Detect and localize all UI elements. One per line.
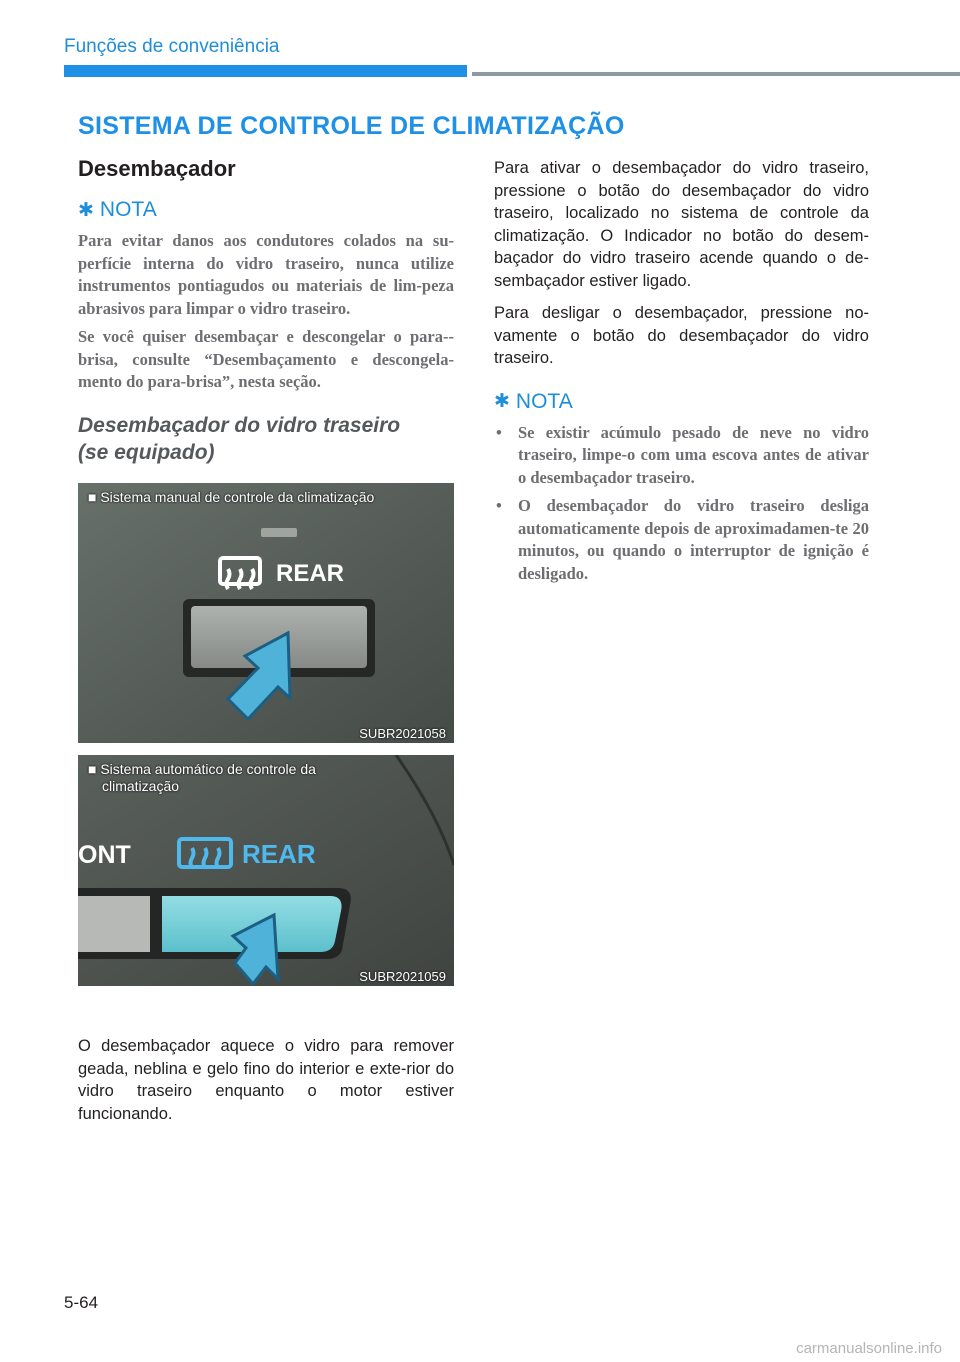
- figure-code: SUBR2021058: [359, 726, 446, 741]
- list-item-text: O desembaçador do vidro traseiro desliga automaticamente depois de aproximadamen-te 20 minutos, ou quando o interruptor de ignição é desligado.: [518, 496, 869, 583]
- nota-paragraph: Para evitar danos aos condutores colados na su-perfície interna do vidro traseiro, nunca utilize instrumentos pontiagudos ou materiais de lim-peza abrasivos para limpar o vidro traseiro.: [78, 231, 454, 318]
- nota-heading: [78, 198, 454, 222]
- figure-caption: ■ Sistema manual de controle da climatização: [88, 489, 375, 505]
- indicator-led: [261, 528, 297, 537]
- nota-label: NOTA: [99, 198, 157, 221]
- front-label: ONT: [78, 841, 131, 869]
- left-body: [78, 1035, 454, 1135]
- header-bar-gray: [472, 72, 960, 76]
- nota-label: NOTA: [515, 389, 573, 413]
- body-paragraph: O desembaçador aquece o vidro para remover geada, neblina e gelo fino do interior e exte-rior do vidro traseiro enquanto o motor estiver funcionando.: [78, 1037, 454, 1123]
- figure-manual-climate: [78, 483, 454, 743]
- figure-automatic-climate: [78, 755, 454, 986]
- subheading-line: Desembaçador do vidro traseiro: [78, 413, 401, 437]
- section-title: SISTEMA DE CONTROLE DE CLIMATIZAÇÃO: [78, 112, 625, 140]
- list-item: [494, 422, 869, 490]
- manual-panel-illustration: [78, 483, 454, 743]
- bullet-icon: •: [496, 422, 502, 442]
- page-number: 5-64: [64, 1293, 99, 1312]
- body-paragraph: Para desligar o desembaçador, pressione no-vamente o botão do desembaçador do vidro traseiro.: [494, 304, 869, 367]
- subheading-line: (se equipado): [78, 440, 215, 464]
- figure-caption: [88, 761, 316, 795]
- asterisk-icon: ✱: [78, 199, 94, 221]
- figure-code: SUBR2021059: [359, 969, 446, 984]
- nota-heading: [494, 390, 869, 414]
- heading-defroster: Desembaçador: [78, 156, 236, 181]
- rear-button-label: REAR: [276, 560, 345, 587]
- rear-button-label: REAR: [242, 839, 316, 869]
- right-column: [494, 157, 869, 591]
- watermark: carmanualsonline.info: [796, 1340, 942, 1357]
- bullet-icon: •: [496, 496, 502, 515]
- figure-caption-line: climatização: [102, 778, 180, 794]
- list-item: [494, 495, 869, 585]
- left-column: [78, 156, 454, 466]
- nota-bullet-list: [494, 422, 869, 586]
- nota-paragraph: Se você quiser desembaçar e descongelar o para--brisa, consulte “Desembaçamento e descongela-mento do para-brisa”, nesta seção.: [78, 327, 454, 391]
- asterisk-icon: ✱: [494, 391, 510, 412]
- header-bar-accent: [64, 65, 467, 77]
- front-defrost-button[interactable]: [78, 896, 150, 952]
- running-header: Funções de conveniência: [64, 36, 280, 57]
- list-item-text: Se existir acúmulo pesado de neve no vidro traseiro, limpe-o com uma escova antes de ativar o desembaçador traseiro.: [518, 422, 869, 487]
- subheading-rear-defroster: [78, 412, 454, 466]
- body-paragraph: Para ativar o desembaçador do vidro traseiro, pressione o botão do desembaçador do vidro traseiro, localizado no sistema de controle da climatização. O Indicador no botão do desem-baçador do vidro traseiro acende quando o de-sembaçador estiver ligado.: [494, 159, 869, 290]
- figure-caption-line: ■ Sistema automático de controle da: [88, 761, 316, 777]
